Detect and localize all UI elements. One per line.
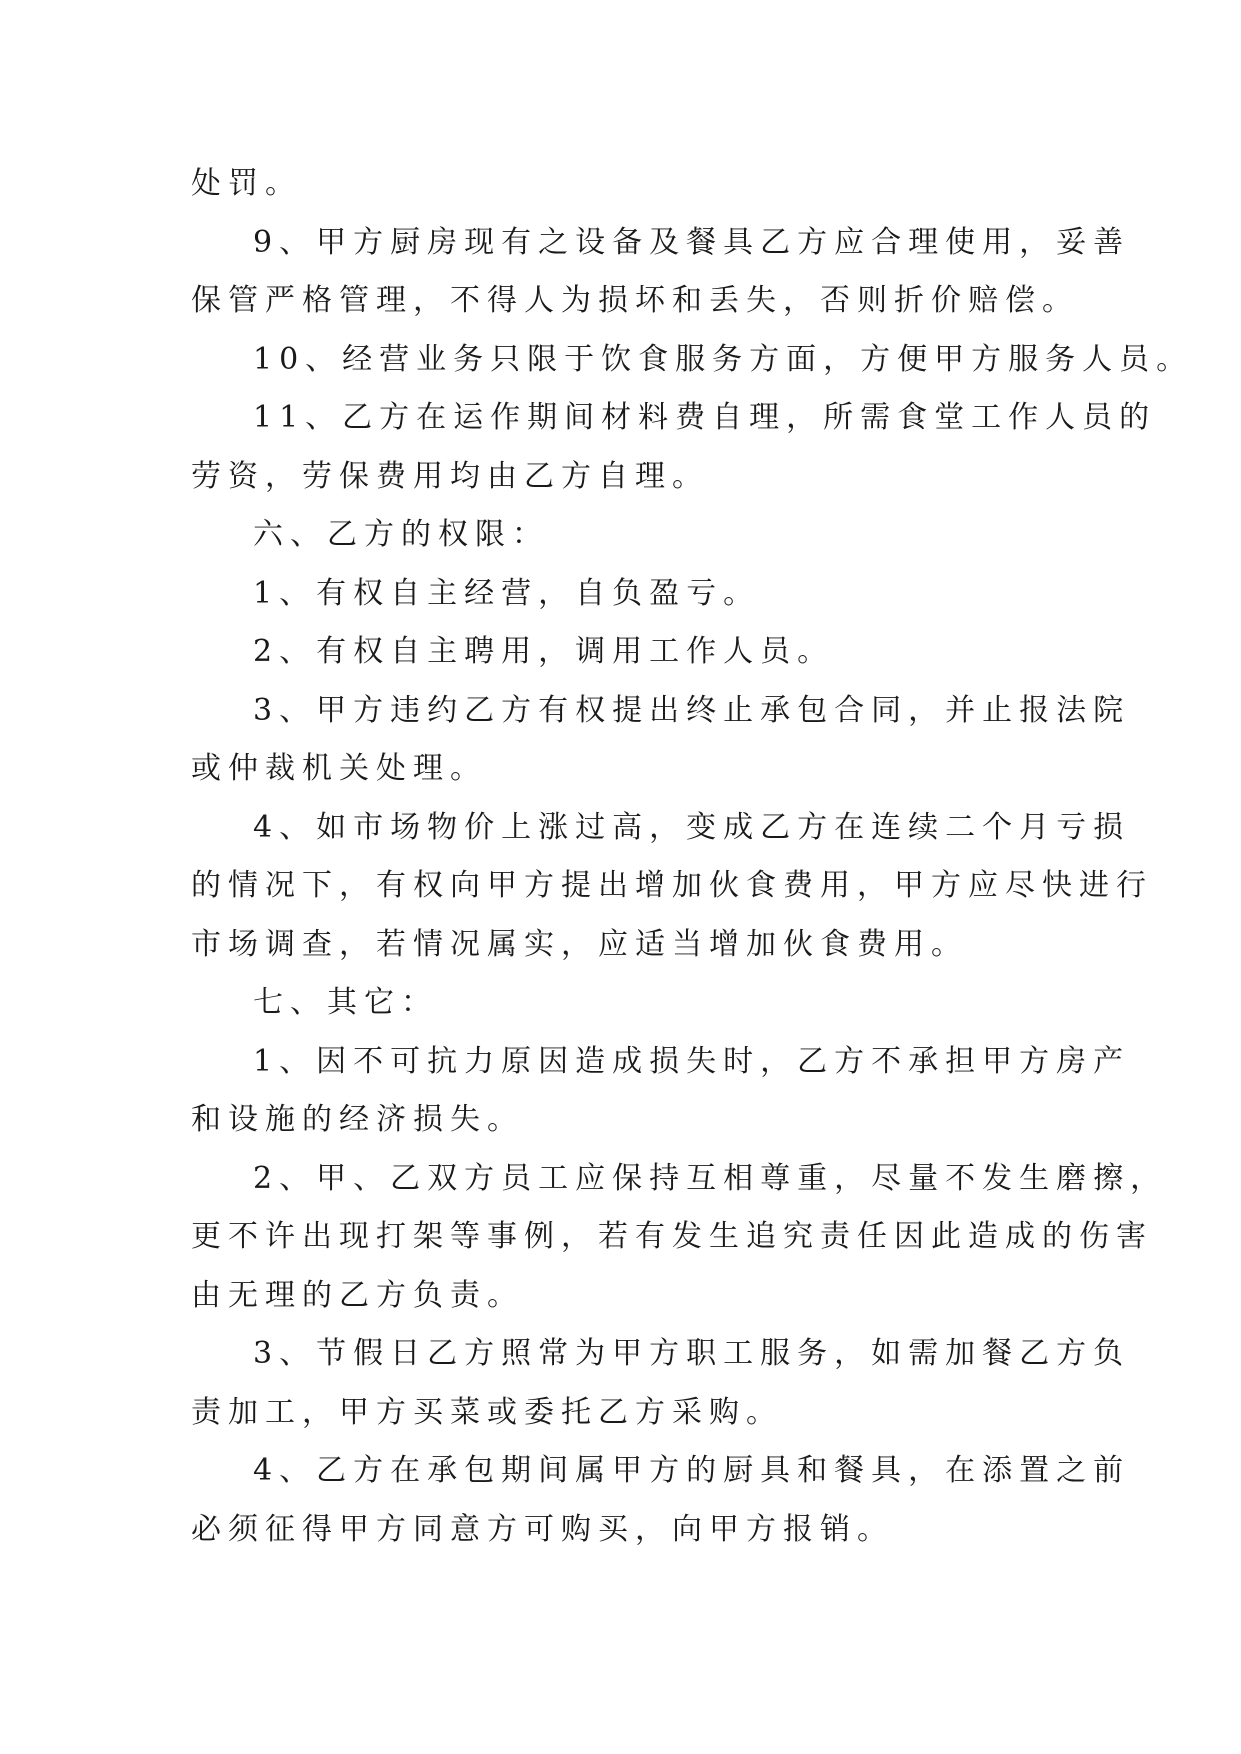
text-line: 4、乙方在承包期间属甲方的厨具和餐具，在添置之前: [253, 1453, 1131, 1488]
text-line: 3、甲方违约乙方有权提出终止承包合同，并止报法院: [253, 692, 1131, 728]
text-line: 11、乙方在运作期间材料费自理，所需食堂工作人员的: [253, 400, 1157, 435]
text-line: 劳资，劳保费用均由乙方自理。: [191, 458, 709, 494]
section-heading: 七、其它：: [253, 985, 438, 1020]
text-line: 1、因不可抗力原因造成损失时，乙方不承担甲方房产: [253, 1043, 1131, 1079]
text-line: 和设施的经济损失。: [191, 1102, 524, 1137]
text-line: 必须征得甲方同意方可购买，向甲方报销。: [191, 1511, 894, 1547]
text-line: 3、节假日乙方照常为甲方职工服务，如需加餐乙方负: [253, 1336, 1131, 1371]
text-line: 更不许出现打架等事例，若有发生追究责任因此造成的伤害: [191, 1219, 1153, 1254]
text-line: 保管严格管理，不得人为损坏和丢失，否则折价赔偿。: [191, 283, 1079, 318]
section-heading: 六、乙方的权限：: [253, 517, 549, 552]
text-line: 或仲裁机关处理。: [191, 751, 487, 786]
text-line: 由无理的乙方负责。: [191, 1277, 524, 1313]
text-line: 9、甲方厨房现有之设备及餐具乙方应合理使用，妥善: [253, 224, 1131, 260]
text-line: 2、甲、乙双方员工应保持互相尊重，尽量不发生磨擦，: [253, 1160, 1168, 1196]
text-line: 10、经营业务只限于饮食服务方面，方便甲方服务人员。: [253, 341, 1194, 377]
text-line: 4、如市场物价上涨过高，变成乙方在连续二个月亏损: [253, 809, 1131, 845]
text-line: 市场调查，若情况属实，应适当增加伙食费用。: [191, 926, 968, 962]
document-body: [191, 155, 1194, 1559]
text-line: 责加工，甲方买菜或委托乙方采购。: [191, 1394, 783, 1430]
text-line: 的情况下，有权向甲方提出增加伙食费用，甲方应尽快进行: [191, 868, 1153, 903]
text-line: 1、有权自主经营，自负盈亏。: [253, 575, 761, 611]
text-line: 2、有权自主聘用，调用工作人员。: [253, 634, 835, 669]
text-line: 处罚。: [191, 166, 302, 201]
